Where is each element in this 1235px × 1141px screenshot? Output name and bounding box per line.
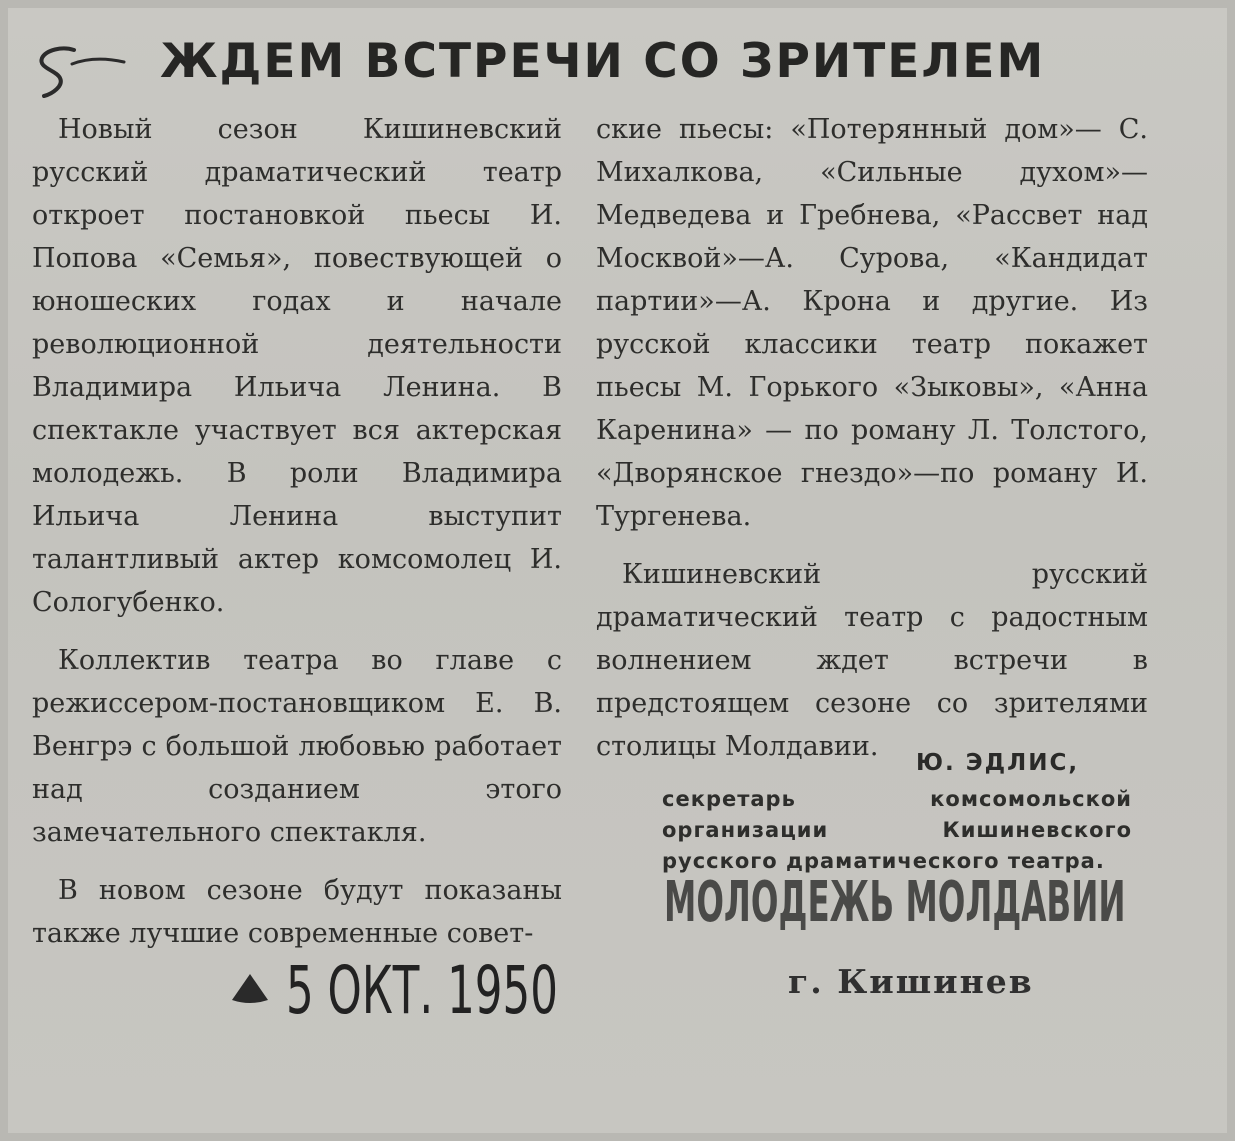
paragraph: Новый сезон Кишиневский русский драматический театр откроет постановкой пьесы И. Попова «Семья», повествующей о юношеских годах и начале революционной деятельности Владимира Ильича Ленина. В спектакле участвует вся актерская молодежь. В роли Владимира Ильича Ленина выступит талантливый актер комсомолец И. Сологубенко. — [32, 114, 562, 618]
article-column-right — [596, 108, 1148, 768]
newspaper-stamp: МОЛОДЕЖЬ МОЛДАВИИ — [664, 870, 1126, 935]
paragraph: Коллектив театра во главе с режиссером-постановщиком Е. В. Венгрэ с большой любовью работает над созданием этого замечательного спектакля. — [32, 645, 562, 848]
handwritten-page-mark — [22, 40, 132, 110]
author-name: Ю. ЭДЛИС, — [916, 750, 1080, 776]
article-column-left — [32, 108, 562, 955]
paragraph: ские пьесы: «Потерянный дом»— С. Михалкова, «Сильные духом»— Медведева и Гребнева, «Рассвет над Москвой»—А. Сурова, «Кандидат партии»—А. Крона и другие. Из русской классики театр покажет пьесы М. Горького «Зыковы», «Анна Каренина» — по роману Л. Толстого, «Дворянское гнездо»—по роману И. Тургенева. — [596, 114, 1148, 532]
date-stamp: 5 ОКТ. 1950 — [286, 952, 558, 1029]
author-title: секретарь комсомольской организации Кишиневского русского драматического театра. — [662, 787, 1132, 873]
paragraph: Кишиневский русский драматический театр с радостным волнением ждет встречи в предстоящем сезоне со зрителями столицы Молдавии. — [596, 559, 1148, 762]
city-stamp: г. Кишинев — [788, 962, 1034, 1001]
triangle-bullet-icon — [228, 970, 272, 1006]
article-title: ЖДЕМ ВСТРЕЧИ СО ЗРИТЕЛЕМ — [160, 34, 1046, 89]
paragraph: В новом сезоне будут показаны также лучшие современные совет- — [32, 875, 562, 949]
